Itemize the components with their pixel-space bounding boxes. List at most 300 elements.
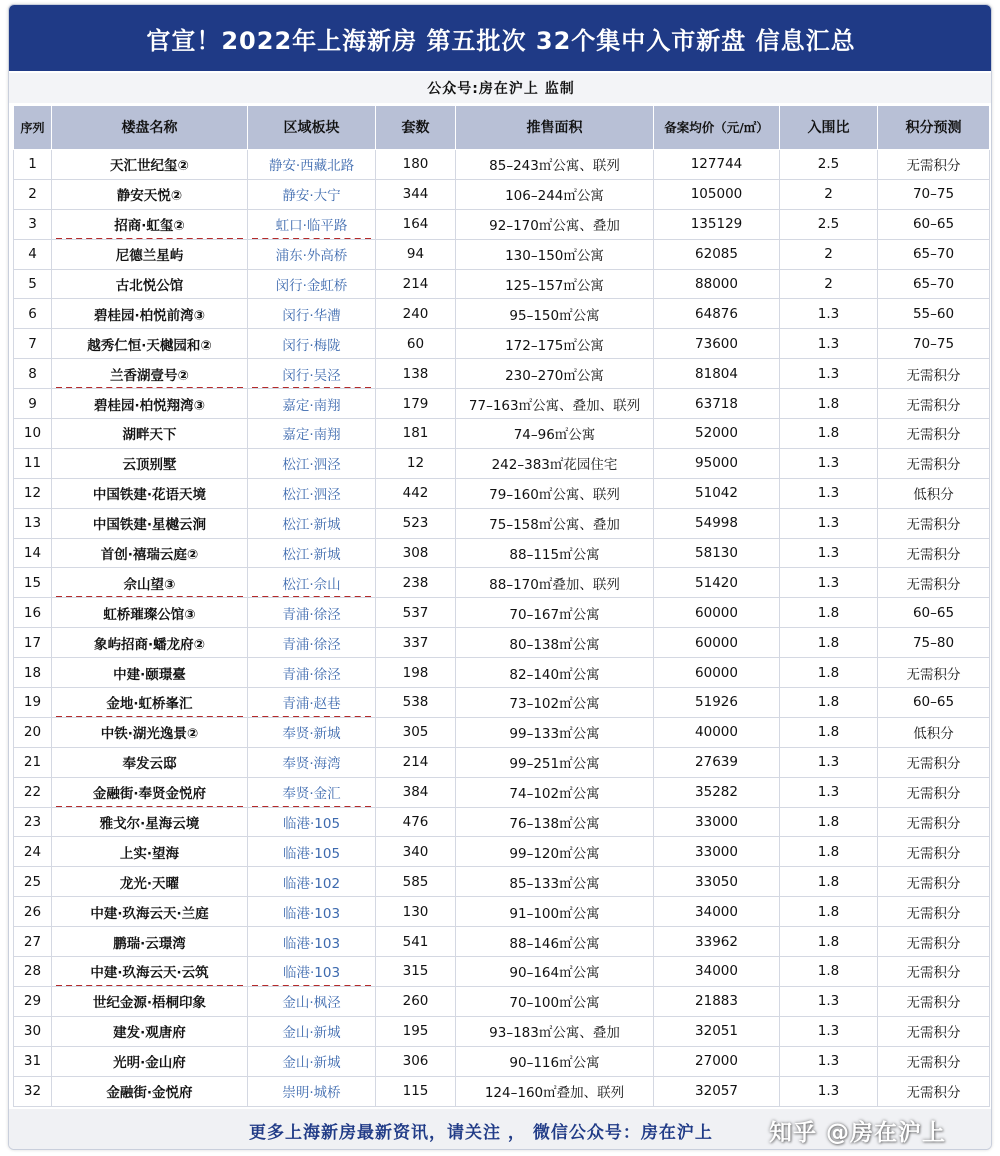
district: 嘉定·南翔 — [248, 389, 376, 419]
score-forecast: 60–65 — [878, 688, 990, 718]
district: 奉贤·新城 — [248, 717, 376, 747]
avg-price: 27000 — [654, 1046, 780, 1076]
unit-count: 180 — [376, 150, 456, 180]
avg-price: 88000 — [654, 269, 780, 299]
avg-price: 35282 — [654, 777, 780, 807]
district: 临港·102 — [248, 867, 376, 897]
score-forecast: 60–65 — [878, 598, 990, 628]
unit-count: 130 — [376, 897, 456, 927]
project-name: 龙光·天曜 — [52, 867, 248, 897]
avg-price: 21883 — [654, 986, 780, 1016]
score-forecast: 55–60 — [878, 299, 990, 329]
row-index: 4 — [14, 239, 52, 269]
district: 临港·103 — [248, 927, 376, 957]
project-name: 中建·颐璟臺 — [52, 658, 248, 688]
table-row — [14, 1016, 990, 1046]
shortlist-ratio: 2.5 — [780, 209, 878, 239]
table-row — [14, 179, 990, 209]
unit-count: 115 — [376, 1076, 456, 1106]
table-row — [14, 329, 990, 359]
shortlist-ratio: 2.5 — [780, 150, 878, 180]
table-row — [14, 598, 990, 628]
row-index: 5 — [14, 269, 52, 299]
shortlist-ratio: 1.3 — [780, 329, 878, 359]
unit-size: 230–270㎡公寓 — [456, 359, 654, 389]
avg-price: 81804 — [654, 359, 780, 389]
avg-price: 51420 — [654, 568, 780, 598]
shortlist-ratio: 1.3 — [780, 986, 878, 1016]
unit-count: 308 — [376, 538, 456, 568]
unit-count: 585 — [376, 867, 456, 897]
unit-count: 138 — [376, 359, 456, 389]
avg-price: 33000 — [654, 807, 780, 837]
unit-count: 476 — [376, 807, 456, 837]
page-title: 官宣！2022年上海新房 第五批次 32个集中入市新盘 信息汇总 — [9, 5, 992, 71]
table-row — [14, 747, 990, 777]
header-district: 区域板块 — [248, 106, 376, 150]
header-price: 备案均价（元/㎡） — [654, 106, 780, 150]
row-index: 19 — [14, 688, 52, 718]
row-index: 20 — [14, 717, 52, 747]
avg-price: 58130 — [654, 538, 780, 568]
row-index: 21 — [14, 747, 52, 777]
district: 金山·新城 — [248, 1016, 376, 1046]
row-index: 23 — [14, 807, 52, 837]
table-row — [14, 299, 990, 329]
row-index: 26 — [14, 897, 52, 927]
row-index: 32 — [14, 1076, 52, 1106]
unit-count: 214 — [376, 269, 456, 299]
district: 青浦·赵巷 — [248, 688, 376, 718]
avg-price: 32051 — [654, 1016, 780, 1046]
shortlist-ratio: 1.3 — [780, 1016, 878, 1046]
unit-size: 125–157㎡公寓 — [456, 269, 654, 299]
project-name: 碧桂园·柏悦翔湾③ — [52, 389, 248, 419]
project-name: 越秀仁恒·天樾园和② — [52, 329, 248, 359]
shortlist-ratio: 1.3 — [780, 568, 878, 598]
table-row — [14, 717, 990, 747]
unit-count: 315 — [376, 957, 456, 987]
score-forecast: 无需积分 — [878, 658, 990, 688]
row-index: 17 — [14, 628, 52, 658]
unit-size: 242–383㎡花园住宅 — [456, 448, 654, 478]
unit-count: 195 — [376, 1016, 456, 1046]
avg-price: 34000 — [654, 897, 780, 927]
score-forecast: 无需积分 — [878, 389, 990, 419]
header-score: 积分预测 — [878, 106, 990, 150]
unit-size: 76–138㎡公寓 — [456, 807, 654, 837]
unit-size: 95–150㎡公寓 — [456, 299, 654, 329]
unit-count: 12 — [376, 448, 456, 478]
row-index: 8 — [14, 359, 52, 389]
district: 松江·佘山 — [248, 568, 376, 598]
project-name: 中国铁建·星樾云涧 — [52, 508, 248, 538]
table-row — [14, 777, 990, 807]
avg-price: 105000 — [654, 179, 780, 209]
row-index: 10 — [14, 419, 52, 449]
avg-price: 60000 — [654, 628, 780, 658]
table-row — [14, 508, 990, 538]
table-row — [14, 957, 990, 987]
district: 松江·新城 — [248, 508, 376, 538]
unit-size: 99–133㎡公寓 — [456, 717, 654, 747]
district: 金山·枫泾 — [248, 986, 376, 1016]
district: 浦东·外高桥 — [248, 239, 376, 269]
shortlist-ratio: 1.3 — [780, 1046, 878, 1076]
project-name: 世纪金源·梧桐印象 — [52, 986, 248, 1016]
row-index: 28 — [14, 957, 52, 987]
unit-size: 74–96㎡公寓 — [456, 419, 654, 449]
district: 虹口·临平路 — [248, 209, 376, 239]
score-forecast: 无需积分 — [878, 568, 990, 598]
unit-count: 60 — [376, 329, 456, 359]
project-name: 象屿招商·蟠龙府② — [52, 628, 248, 658]
district: 松江·泗泾 — [248, 478, 376, 508]
district: 松江·新城 — [248, 538, 376, 568]
avg-price: 33000 — [654, 837, 780, 867]
unit-size: 88–115㎡公寓 — [456, 538, 654, 568]
shortlist-ratio: 1.3 — [780, 1076, 878, 1106]
listings-table — [13, 105, 990, 1107]
row-index: 3 — [14, 209, 52, 239]
unit-size: 82–140㎡公寓 — [456, 658, 654, 688]
unit-size: 93–183㎡公寓、叠加 — [456, 1016, 654, 1046]
unit-size: 85–243㎡公寓、联列 — [456, 150, 654, 180]
shortlist-ratio: 1.3 — [780, 448, 878, 478]
unit-count: 306 — [376, 1046, 456, 1076]
score-forecast: 无需积分 — [878, 508, 990, 538]
unit-count: 538 — [376, 688, 456, 718]
unit-size: 70–167㎡公寓 — [456, 598, 654, 628]
unit-size: 74–102㎡公寓 — [456, 777, 654, 807]
score-forecast: 65–70 — [878, 239, 990, 269]
avg-price: 60000 — [654, 658, 780, 688]
table-row — [14, 478, 990, 508]
score-forecast: 无需积分 — [878, 747, 990, 777]
unit-count: 537 — [376, 598, 456, 628]
table-row — [14, 568, 990, 598]
project-name: 虹桥璀璨公馆③ — [52, 598, 248, 628]
shortlist-ratio: 1.8 — [780, 927, 878, 957]
project-name: 金地·虹桥峯汇 — [52, 688, 248, 718]
district: 奉贤·海湾 — [248, 747, 376, 777]
table-row — [14, 448, 990, 478]
district: 闵行·吴泾 — [248, 359, 376, 389]
unit-count: 344 — [376, 179, 456, 209]
shortlist-ratio: 1.3 — [780, 299, 878, 329]
project-name: 尼德兰星屿 — [52, 239, 248, 269]
avg-price: 33050 — [654, 867, 780, 897]
shortlist-ratio: 1.8 — [780, 837, 878, 867]
district: 松江·泗泾 — [248, 448, 376, 478]
score-forecast: 无需积分 — [878, 1046, 990, 1076]
score-forecast: 无需积分 — [878, 986, 990, 1016]
unit-size: 80–138㎡公寓 — [456, 628, 654, 658]
project-name: 中建·玖海云天·兰庭 — [52, 897, 248, 927]
district: 青浦·徐泾 — [248, 628, 376, 658]
row-index: 12 — [14, 478, 52, 508]
score-forecast: 无需积分 — [878, 957, 990, 987]
district: 闵行·华漕 — [248, 299, 376, 329]
header-ratio: 入围比 — [780, 106, 878, 150]
avg-price: 95000 — [654, 448, 780, 478]
score-forecast: 无需积分 — [878, 419, 990, 449]
district: 静安·西藏北路 — [248, 150, 376, 180]
score-forecast: 无需积分 — [878, 837, 990, 867]
avg-price: 60000 — [654, 598, 780, 628]
score-forecast: 70–75 — [878, 329, 990, 359]
table-row — [14, 538, 990, 568]
unit-count: 214 — [376, 747, 456, 777]
shortlist-ratio: 1.8 — [780, 897, 878, 927]
table-row — [14, 628, 990, 658]
score-forecast: 60–65 — [878, 209, 990, 239]
district: 崇明·城桥 — [248, 1076, 376, 1106]
unit-size: 99–251㎡公寓 — [456, 747, 654, 777]
avg-price: 54998 — [654, 508, 780, 538]
summary-card — [8, 4, 992, 1150]
unit-size: 91–100㎡公寓 — [456, 897, 654, 927]
project-name: 光明·金山府 — [52, 1046, 248, 1076]
unit-count: 305 — [376, 717, 456, 747]
project-name: 中国铁建·花语天境 — [52, 478, 248, 508]
project-name: 兰香湖壹号② — [52, 359, 248, 389]
unit-count: 179 — [376, 389, 456, 419]
row-index: 15 — [14, 568, 52, 598]
district: 金山·新城 — [248, 1046, 376, 1076]
avg-price: 40000 — [654, 717, 780, 747]
unit-size: 90–164㎡公寓 — [456, 957, 654, 987]
table-row — [14, 867, 990, 897]
table-row — [14, 897, 990, 927]
score-forecast: 无需积分 — [878, 1016, 990, 1046]
shortlist-ratio: 1.3 — [780, 508, 878, 538]
unit-size: 88–170㎡叠加、联列 — [456, 568, 654, 598]
unit-count: 181 — [376, 419, 456, 449]
table-row — [14, 986, 990, 1016]
unit-count: 260 — [376, 986, 456, 1016]
project-name: 鹏瑞·云璟湾 — [52, 927, 248, 957]
unit-count: 384 — [376, 777, 456, 807]
shortlist-ratio: 1.3 — [780, 747, 878, 777]
row-index: 16 — [14, 598, 52, 628]
project-name: 金融街·金悦府 — [52, 1076, 248, 1106]
avg-price: 52000 — [654, 419, 780, 449]
project-name: 金融街·奉贤金悦府 — [52, 777, 248, 807]
table-row — [14, 209, 990, 239]
score-forecast: 70–75 — [878, 179, 990, 209]
district: 临港·105 — [248, 837, 376, 867]
table-row — [14, 239, 990, 269]
table-row — [14, 1046, 990, 1076]
avg-price: 63718 — [654, 389, 780, 419]
shortlist-ratio: 1.8 — [780, 628, 878, 658]
district: 奉贤·金汇 — [248, 777, 376, 807]
shortlist-ratio: 2 — [780, 239, 878, 269]
score-forecast: 无需积分 — [878, 927, 990, 957]
avg-price: 64876 — [654, 299, 780, 329]
project-name: 中建·玖海云天·云筑 — [52, 957, 248, 987]
row-index: 2 — [14, 179, 52, 209]
table-row — [14, 1076, 990, 1106]
score-forecast: 无需积分 — [878, 448, 990, 478]
score-forecast: 无需积分 — [878, 777, 990, 807]
project-name: 建发·观唐府 — [52, 1016, 248, 1046]
unit-count: 238 — [376, 568, 456, 598]
unit-size: 124–160㎡叠加、联列 — [456, 1076, 654, 1106]
footer-text: 更多上海新房最新资讯，请关注 ， 微信公众号：房在沪上 — [249, 1123, 713, 1143]
district: 闵行·梅陇 — [248, 329, 376, 359]
row-index: 7 — [14, 329, 52, 359]
unit-count: 541 — [376, 927, 456, 957]
avg-price: 51926 — [654, 688, 780, 718]
project-name: 奉发云邸 — [52, 747, 248, 777]
unit-count: 442 — [376, 478, 456, 508]
header-project-name: 楼盘名称 — [52, 106, 248, 150]
score-forecast: 无需积分 — [878, 359, 990, 389]
project-name: 古北悦公馆 — [52, 269, 248, 299]
avg-price: 73600 — [654, 329, 780, 359]
shortlist-ratio: 1.8 — [780, 389, 878, 419]
shortlist-ratio: 1.8 — [780, 658, 878, 688]
score-forecast: 65–70 — [878, 269, 990, 299]
avg-price: 135129 — [654, 209, 780, 239]
unit-size: 92–170㎡公寓、叠加 — [456, 209, 654, 239]
score-forecast: 无需积分 — [878, 1076, 990, 1106]
avg-price: 27639 — [654, 747, 780, 777]
score-forecast: 无需积分 — [878, 807, 990, 837]
shortlist-ratio: 1.8 — [780, 688, 878, 718]
page-subtitle: 公众号:房在沪上 监制 — [9, 73, 992, 103]
district: 临港·105 — [248, 807, 376, 837]
row-index: 14 — [14, 538, 52, 568]
unit-size: 73–102㎡公寓 — [456, 688, 654, 718]
project-name: 上实·望海 — [52, 837, 248, 867]
table-row — [14, 389, 990, 419]
table-row — [14, 837, 990, 867]
table-row — [14, 150, 990, 180]
unit-count: 164 — [376, 209, 456, 239]
row-index: 6 — [14, 299, 52, 329]
score-forecast: 低积分 — [878, 717, 990, 747]
avg-price: 127744 — [654, 150, 780, 180]
table-row — [14, 807, 990, 837]
district: 青浦·徐泾 — [248, 658, 376, 688]
shortlist-ratio: 1.3 — [780, 777, 878, 807]
zhihu-watermark: 知乎 @房在沪上 — [769, 1120, 947, 1146]
footer-bar — [9, 1109, 992, 1150]
unit-size: 106–244㎡公寓 — [456, 179, 654, 209]
unit-size: 75–158㎡公寓、叠加 — [456, 508, 654, 538]
unit-size: 172–175㎡公寓 — [456, 329, 654, 359]
score-forecast: 无需积分 — [878, 897, 990, 927]
row-index: 22 — [14, 777, 52, 807]
avg-price: 32057 — [654, 1076, 780, 1106]
table-row — [14, 927, 990, 957]
row-index: 13 — [14, 508, 52, 538]
unit-size: 85–133㎡公寓 — [456, 867, 654, 897]
table-row — [14, 658, 990, 688]
row-index: 1 — [14, 150, 52, 180]
row-index: 27 — [14, 927, 52, 957]
unit-count: 340 — [376, 837, 456, 867]
header-units: 套数 — [376, 106, 456, 150]
row-index: 9 — [14, 389, 52, 419]
shortlist-ratio: 1.8 — [780, 957, 878, 987]
avg-price: 33962 — [654, 927, 780, 957]
project-name: 云顶别墅 — [52, 448, 248, 478]
table-row — [14, 269, 990, 299]
row-index: 31 — [14, 1046, 52, 1076]
row-index: 24 — [14, 837, 52, 867]
unit-size: 79–160㎡公寓、联列 — [456, 478, 654, 508]
unit-count: 198 — [376, 658, 456, 688]
unit-count: 94 — [376, 239, 456, 269]
project-name: 首创·禧瑞云庭② — [52, 538, 248, 568]
score-forecast: 无需积分 — [878, 538, 990, 568]
unit-size: 99–120㎡公寓 — [456, 837, 654, 867]
table-header-row — [14, 106, 990, 150]
district: 临港·103 — [248, 897, 376, 927]
unit-size: 90–116㎡公寓 — [456, 1046, 654, 1076]
table-row — [14, 419, 990, 449]
score-forecast: 无需积分 — [878, 150, 990, 180]
project-name: 静安天悦② — [52, 179, 248, 209]
shortlist-ratio: 1.3 — [780, 538, 878, 568]
shortlist-ratio: 1.8 — [780, 419, 878, 449]
project-name: 湖畔天下 — [52, 419, 248, 449]
shortlist-ratio: 1.8 — [780, 717, 878, 747]
row-index: 25 — [14, 867, 52, 897]
shortlist-ratio: 1.8 — [780, 598, 878, 628]
table-row — [14, 359, 990, 389]
avg-price: 62085 — [654, 239, 780, 269]
header-unit-size: 推售面积 — [456, 106, 654, 150]
unit-count: 337 — [376, 628, 456, 658]
project-name: 招商·虹玺② — [52, 209, 248, 239]
unit-count: 523 — [376, 508, 456, 538]
shortlist-ratio: 2 — [780, 269, 878, 299]
district: 静安·大宁 — [248, 179, 376, 209]
project-name: 天汇世纪玺② — [52, 150, 248, 180]
shortlist-ratio: 1.8 — [780, 867, 878, 897]
row-index: 11 — [14, 448, 52, 478]
header-index: 序列 — [14, 106, 52, 150]
project-name: 中铁·湖光逸景② — [52, 717, 248, 747]
project-name: 佘山望③ — [52, 568, 248, 598]
project-name: 碧桂园·柏悦前湾③ — [52, 299, 248, 329]
district: 青浦·徐泾 — [248, 598, 376, 628]
unit-size: 70–100㎡公寓 — [456, 986, 654, 1016]
avg-price: 34000 — [654, 957, 780, 987]
unit-size: 88–146㎡公寓 — [456, 927, 654, 957]
row-index: 29 — [14, 986, 52, 1016]
unit-size: 130–150㎡公寓 — [456, 239, 654, 269]
avg-price: 51042 — [654, 478, 780, 508]
unit-size: 77–163㎡公寓、叠加、联列 — [456, 389, 654, 419]
unit-count: 240 — [376, 299, 456, 329]
project-name: 雅戈尔·星海云境 — [52, 807, 248, 837]
row-index: 30 — [14, 1016, 52, 1046]
score-forecast: 低积分 — [878, 478, 990, 508]
district: 闵行·金虹桥 — [248, 269, 376, 299]
score-forecast: 无需积分 — [878, 867, 990, 897]
shortlist-ratio: 1.3 — [780, 478, 878, 508]
table-row — [14, 688, 990, 718]
district: 嘉定·南翔 — [248, 419, 376, 449]
row-index: 18 — [14, 658, 52, 688]
shortlist-ratio: 2 — [780, 179, 878, 209]
